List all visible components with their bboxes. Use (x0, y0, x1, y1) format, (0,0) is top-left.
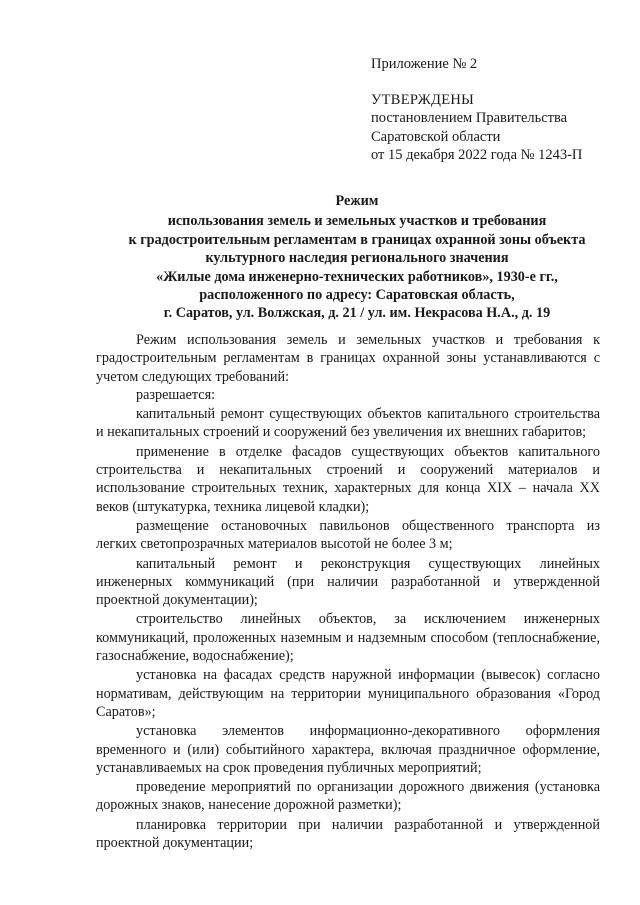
document-title (96, 192, 618, 323)
list-item: строительство линейных объектов, за исключением инженерных коммуникаций, проложенных наземным и надземным способом (теплоснабжение, газоснабжение, водоснабжение); (96, 611, 600, 665)
approval-line: Саратовской области (371, 128, 501, 145)
allowed-label: разрешается: (136, 386, 216, 403)
list-item: капитальный ремонт и реконструкция существующих линейных инженерных коммуникаций (при наличии разработанной и утвержденной проектной документации); (96, 555, 600, 609)
list-item: установка на фасадах средств наружной информации (вывесок) согласно нормативам, действующим на территории муниципального образования «Город Саратов»; (96, 667, 600, 720)
title-line: к градостроительным регламентам в границах охранной зоны объекта (128, 231, 586, 248)
list-item: планировка территории при наличии разработанной и утвержденной проектной документации; (96, 816, 600, 852)
title-line: г. Саратов, ул. Волжская, д. 21 / ул. им. Некрасова Н.А., д. 19 (163, 305, 551, 322)
list-item: размещение остановочных павильонов общественного транспорта из легких светопрозрачных материалов высотой не более 3 м; (96, 517, 600, 553)
list-item: капитальный ремонт существующих объектов капитального строительства и некапитальных строений и сооружений без увеличения их внешних габаритов; (96, 406, 600, 441)
title-heading: Режим (335, 193, 379, 209)
approved-heading: УТВЕРЖДЕНЫ (371, 91, 475, 108)
document-body (96, 331, 600, 852)
intro-paragraph: Режим использования земель и земельных участков и требования к градостроительным регламентам в границах охранной зоны устанавливаются с учетом следующих требований: (96, 332, 600, 385)
title-line: использования земель и земельных участков и требования (167, 213, 547, 230)
list-item: установка элементов информационно-декоративного оформления временного и (или) событийного характера, включая праздничное оформление, устанавливаемых на срок проведения публичных мероприятий; (96, 723, 600, 776)
title-line: культурного наследия регионального значения (205, 250, 509, 267)
list-item: проведение мероприятий по организации дорожного движения (установка дорожных знаков, нанесение дорожной разметки); (96, 779, 600, 814)
list-item: применение в отделке фасадов существующих объектов капитального строительства и некапитальных строений и сооружений материалов и использование строительных техник, характерных для конца XIX – начала XX веков (штукатурка, техника лицевой кладки); (96, 443, 600, 515)
annex-number: Приложение № 2 (371, 56, 478, 72)
approval-stamp (371, 55, 582, 165)
approval-line: от 15 декабря 2022 года № 1243-П (371, 147, 583, 163)
approval-line: постановлением Правительства (371, 110, 568, 126)
title-line: «Жилые дома инженерно-технических работников», 1930-е гг., (156, 268, 558, 285)
title-line: расположенного по адресу: Саратовская область, (199, 287, 515, 304)
